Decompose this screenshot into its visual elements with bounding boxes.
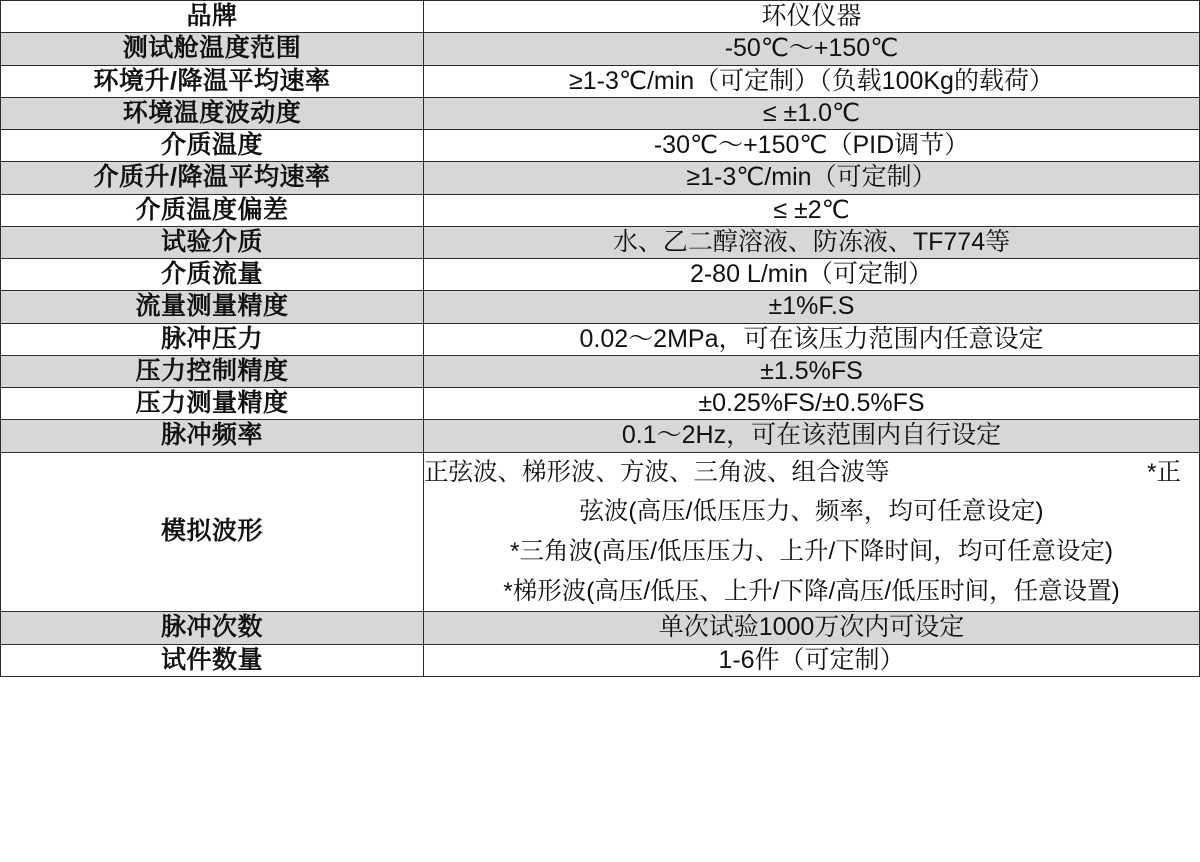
waveform-line-1-tail: *正 [1146, 458, 1181, 486]
row-value: ±1%F.S [424, 291, 1200, 323]
row-label: 流量测量精度 [1, 291, 424, 323]
table-row [1, 291, 1200, 323]
row-label: 品牌 [1, 1, 424, 33]
row-label: 测试舱温度范围 [1, 33, 424, 65]
table-row [1, 612, 1200, 644]
row-value: 单次试验1000万次内可设定 [424, 612, 1200, 644]
row-value: -30℃～+150℃（PID调节） [424, 130, 1200, 162]
row-value: ≤ ±1.0℃ [424, 97, 1200, 129]
row-value: 水、乙二醇溶液、防冻液、TF774等 [424, 226, 1200, 258]
row-label: 介质温度 [1, 130, 424, 162]
row-value: 2-80 L/min（可定制） [424, 259, 1200, 291]
waveform-line-4: *梯形波(高压/低压、上升/下降/高压/低压时间，任意设置) [503, 577, 1120, 605]
row-value: 1-6件（可定制） [424, 644, 1200, 676]
table-row [1, 420, 1200, 452]
row-label: 试验介质 [1, 226, 424, 258]
row-label: 环境升/降温平均速率 [1, 65, 424, 97]
row-value: 0.02～2MPa，可在该压力范围内任意设定 [424, 323, 1200, 355]
row-label: 脉冲频率 [1, 420, 424, 452]
table-row [1, 388, 1200, 420]
waveform-line-1-main: 正弦波、梯形波、方波、三角波、组合波等 [424, 458, 890, 486]
table-row [1, 194, 1200, 226]
row-label: 介质流量 [1, 259, 424, 291]
row-value: ≤ ±2℃ [424, 194, 1200, 226]
row-label: 压力控制精度 [1, 355, 424, 387]
table-body [1, 1, 1200, 677]
row-label: 试件数量 [1, 644, 424, 676]
row-value: ±1.5%FS [424, 355, 1200, 387]
table-row [1, 130, 1200, 162]
table-row [1, 33, 1200, 65]
row-value: 0.1～2Hz，可在该范围内自行设定 [424, 420, 1200, 452]
row-label: 脉冲压力 [1, 323, 424, 355]
row-value: ≥1-3℃/min（可定制）（负载100Kg的载荷） [424, 65, 1200, 97]
table-row [1, 162, 1200, 194]
table-row [1, 323, 1200, 355]
table-row-waveform [1, 452, 1200, 612]
waveform-line-2: 弦波(高压/低压压力、频率，均可任意设定) [579, 498, 1044, 526]
row-label: 模拟波形 [1, 452, 424, 612]
table-row [1, 97, 1200, 129]
row-value: -50℃～+150℃ [424, 33, 1200, 65]
row-value-waveform [424, 452, 1200, 612]
table-row [1, 644, 1200, 676]
row-label: 环境温度波动度 [1, 97, 424, 129]
table-row [1, 65, 1200, 97]
waveform-line-3: *三角波(高压/低压压力、上升/下降时间，均可任意设定) [510, 537, 1113, 565]
row-label: 脉冲次数 [1, 612, 424, 644]
row-value: ±0.25%FS/±0.5%FS [424, 388, 1200, 420]
row-label: 压力测量精度 [1, 388, 424, 420]
table-row [1, 226, 1200, 258]
table-row [1, 259, 1200, 291]
waveform-line-1 [424, 453, 1199, 493]
row-label: 介质升/降温平均速率 [1, 162, 424, 194]
row-value: 环仪仪器 [424, 1, 1200, 33]
row-value: ≥1-3℃/min（可定制） [424, 162, 1200, 194]
table-row [1, 355, 1200, 387]
row-label: 介质温度偏差 [1, 194, 424, 226]
table-row [1, 1, 1200, 33]
